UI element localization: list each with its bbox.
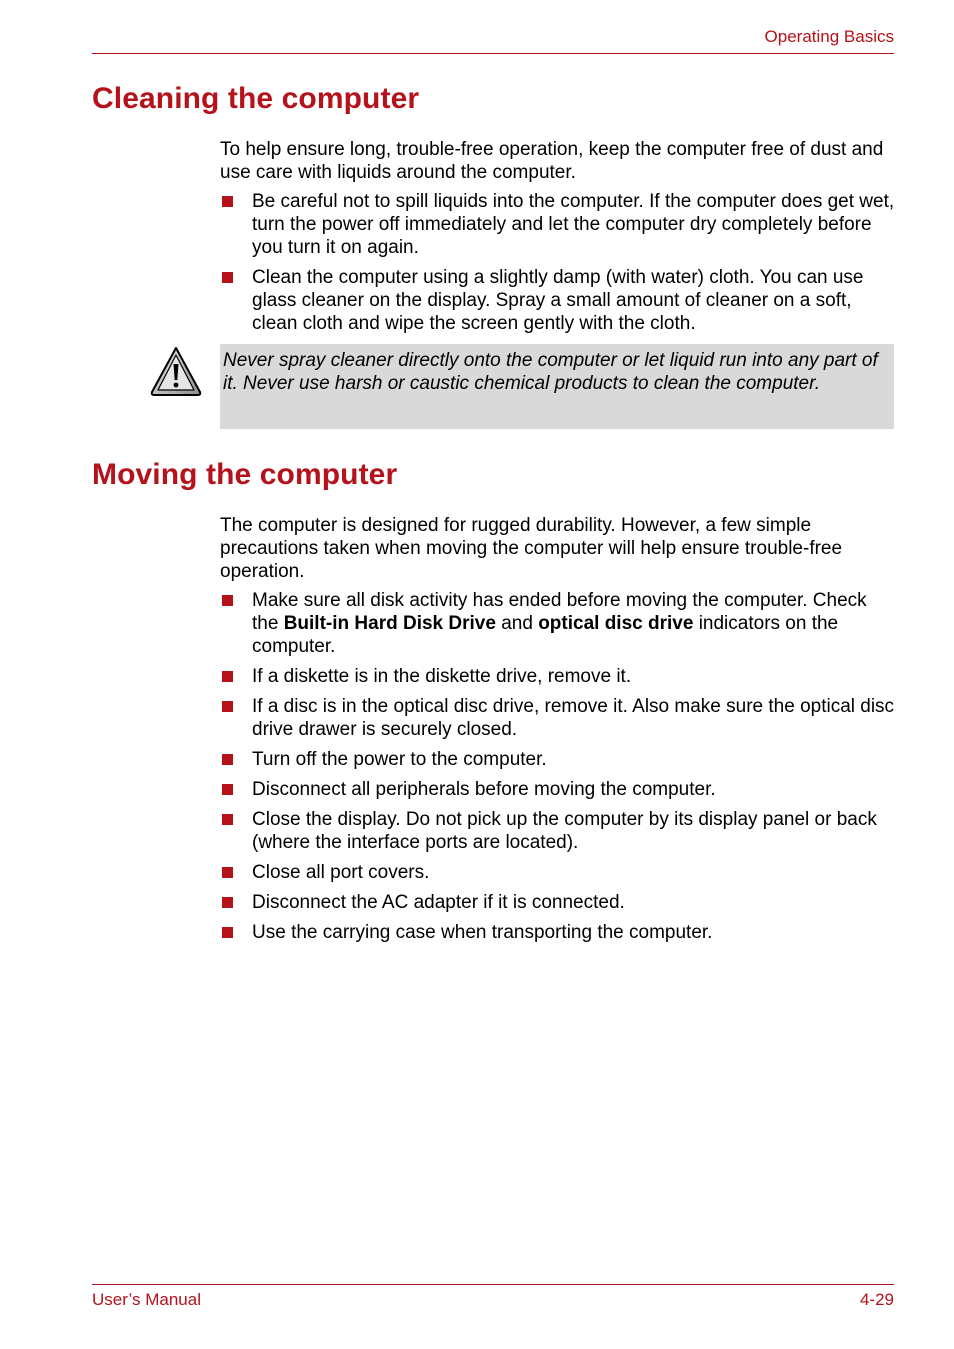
bullet-square-icon bbox=[222, 196, 233, 207]
list-item bbox=[220, 190, 896, 259]
bullet-square-icon bbox=[222, 754, 233, 765]
text-run: Make sure all disk activity has ended before moving the computer. Check the bbox=[252, 590, 867, 634]
moving-bullet-list bbox=[220, 589, 896, 951]
caution-box bbox=[220, 344, 894, 429]
caution-text: Never spray cleaner directly onto the computer or let liquid run into any part of it. Never use harsh or caustic chemical products to clean the computer. bbox=[223, 350, 878, 394]
list-item-text: Be careful not to spill liquids into the computer. If the computer does get wet, turn the power off immediately and let the computer dry completely before you turn it on again. bbox=[252, 191, 895, 258]
list-item bbox=[220, 665, 896, 688]
bullet-square-icon bbox=[222, 701, 233, 712]
list-item-text bbox=[252, 590, 867, 657]
list-item-text: Close all port covers. bbox=[252, 862, 430, 883]
list-item-text: Close the display. Do not pick up the computer by its display panel or back (where the interface ports are located). bbox=[252, 809, 877, 853]
moving-heading: Moving the computer bbox=[92, 458, 398, 491]
list-item bbox=[220, 808, 896, 854]
list-item-text: If a disc is in the optical disc drive, remove it. Also make sure the optical disc drive drawer is securely closed. bbox=[252, 696, 895, 740]
moving-intro: The computer is designed for rugged durability. However, a few simple precautions taken when moving the computer will help ensure trouble-free operation. bbox=[220, 515, 843, 582]
bullet-square-icon bbox=[222, 272, 233, 283]
running-header-title: Operating Basics bbox=[764, 27, 894, 46]
list-item-text: If a diskette is in the diskette drive, remove it. bbox=[252, 666, 632, 687]
list-item bbox=[220, 891, 896, 914]
list-item-text: Turn off the power to the computer. bbox=[252, 749, 547, 770]
list-item-text: Clean the computer using a slightly damp (with water) cloth. You can use glass cleaner on the display. Spray a small amount of cleaner on a soft, clean cloth and wipe the screen gently with the cloth. bbox=[252, 267, 864, 334]
list-item bbox=[220, 589, 896, 658]
bullet-square-icon bbox=[222, 784, 233, 795]
bullet-square-icon bbox=[222, 814, 233, 825]
list-item-text: Disconnect all peripherals before moving the computer. bbox=[252, 779, 716, 800]
list-item bbox=[220, 266, 896, 335]
bullet-square-icon bbox=[222, 867, 233, 878]
header-divider bbox=[92, 53, 894, 54]
bullet-square-icon bbox=[222, 595, 233, 606]
list-item bbox=[220, 778, 896, 801]
list-item bbox=[220, 695, 896, 741]
text-run: indicators on the computer. bbox=[252, 613, 839, 657]
bullet-square-icon bbox=[222, 897, 233, 908]
list-item-text: Use the carrying case when transporting the computer. bbox=[252, 922, 713, 943]
text-run: and bbox=[495, 613, 539, 634]
bullet-square-icon bbox=[222, 927, 233, 938]
list-item-text: Disconnect the AC adapter if it is connected. bbox=[252, 892, 625, 913]
hdd-indicator-name: Built-in Hard Disk Drive bbox=[283, 613, 496, 634]
caution-icon bbox=[149, 345, 203, 399]
footer-divider bbox=[92, 1284, 894, 1285]
list-item bbox=[220, 748, 896, 771]
cleaning-intro: To help ensure long, trouble-free operation, keep the computer free of dust and use care with liquids around the computer. bbox=[220, 139, 884, 183]
odd-indicator-name: optical disc drive bbox=[538, 613, 694, 634]
cleaning-heading: Cleaning the computer bbox=[92, 82, 420, 115]
cleaning-bullet-list bbox=[220, 190, 896, 342]
footer-manual-label: User’s Manual bbox=[92, 1290, 201, 1309]
list-item bbox=[220, 921, 896, 944]
list-item bbox=[220, 861, 896, 884]
page-number: 4-29 bbox=[859, 1290, 894, 1309]
bullet-square-icon bbox=[222, 671, 233, 682]
